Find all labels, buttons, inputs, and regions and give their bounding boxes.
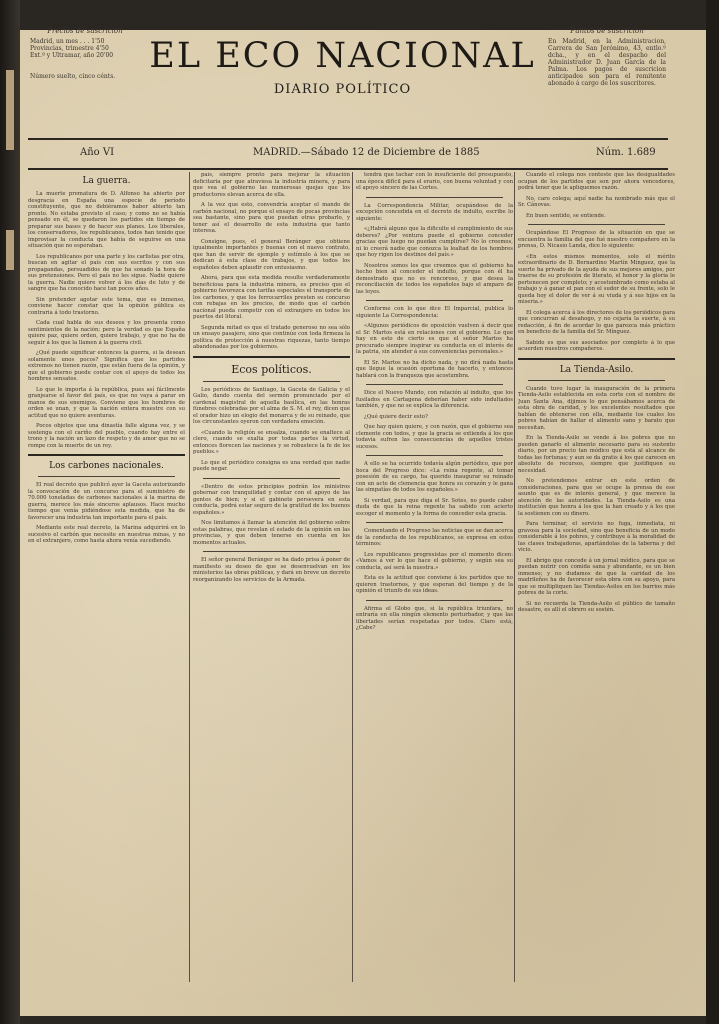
article-paragraph: Pocos objetos que una dinastía falle alguna vez, y se sostenga con el cariño del pueblo, cuando hay entre el trono y la nación un lazo de respeto y de amor que no se rompe con la muerte de un rey. xyxy=(28,423,185,449)
heading-rule xyxy=(38,476,175,477)
article-paragraph: Cuando el colega nos conteste que las desigualdades ocupan de los partidos que son por ahora vencedores, podrá tener que le apliquemos razón. xyxy=(518,172,675,191)
column-2 xyxy=(193,172,350,984)
item-rule xyxy=(203,551,340,552)
subscription-prices-box xyxy=(30,28,140,80)
bottom-shadow xyxy=(20,1016,706,1024)
article-paragraph: No, caro colega; aquí nadie ha nombrado más que el Sr. Cánovas. xyxy=(518,195,675,208)
item-rule xyxy=(366,197,503,198)
article-paragraph: El señor general Beránger se ha dado prisa á poner de manifiesto su deseo de que se desenvuelvan en los ministerios las obras públicas, y dará en breve un decreto reorganizando los servicios de la Armada. xyxy=(193,557,350,583)
article-paragraph: A la vez que esto, convendría aceptar el mando de carbón nacional, no porque el ensayo de pocas provincias sea bastante, sino para que puedan otras probarlo, y tener así el desarrollo de esta industria que tanto interesa. xyxy=(193,202,350,234)
article-paragraph: «¿Habrá alguno que la dificulte el cumplimiento de sus deberes? ¿Por ventura puede el gobierno conceder gracias que luego no puedan cumplirse? No lo creemos, ni lo creerá nadie que conozca la lealtad de los hombres que hoy rigen los destinos del país.» xyxy=(356,226,513,258)
article-paragraph: Dice el Nuevo Mundo, con relación al indulto, que los fusilados en Cartagena deberían haber sido indultados también, y que no se explica la diferencia. xyxy=(356,390,513,409)
section-rule xyxy=(518,358,675,360)
article-paragraph: Los periódicos de Santiago, la Gaceta de Galicia y el Galio, dando cuenta del sermón pronunciado por el cardenal magistral de aquella basílica, en las honras fúnebres celebradas por el alma de S. M. el rey, dicen que el orador hizo un elogio del monarca y de su reinado, que los circunstantes oyeron con verdadera emoción. xyxy=(193,386,350,425)
column-3 xyxy=(356,172,513,984)
article-paragraph: Que hay quien quiere, y con razón, que el gobierno sea clemente con todos, y que la gracia se extienda á los que todavía sufren las consecuencias de aquellos tristes sucesos. xyxy=(356,424,513,450)
article-paragraph: Sin pretender agotar este tema, que es inmenso, conviene hacer constar que la opinión pública es contraria á todo trastorno. xyxy=(28,296,185,316)
issue-number: Núm. 1.689 xyxy=(596,147,656,158)
item-rule xyxy=(366,300,503,301)
article-paragraph: El abrigo que concede á un jornal módico, para que se puedan nutrir con comida sana y abundante, es un bien inmenso; y no dudamos de que la caridad de los madrileños ha de favorecer esta obra con su apoyo, para que se multipliquen las Tiendas-Asilos en los barrios más pobres de la corte. xyxy=(518,557,675,596)
item-rule xyxy=(366,600,503,601)
article-paragraph: «Algunos periódicos de oposición vuelven á decir que el Sr. Martos está en relaciones con el gobierno. Lo que hay en esto de cierto es que el señor Martos ha procurado siempre inspirar su conducta en el interés de la patria, sin atender á sus conveniencias personales.» xyxy=(356,323,513,355)
article-paragraph: A ello se ha ocurrido todavía algún periódico, que por boca del Progreso dice: «La reina regente, al tomar posesión de su cargo, ha querido inaugurar su reinado con un acto de clemencia que honra su corazón y le gana las simpatías de todos los españoles.» xyxy=(356,461,513,493)
article-paragraph: Conforme con lo que dice El Imparcial, publica lo siguiente La Correspondencia: xyxy=(356,306,513,319)
article-paragraph: El Sr. Martos no ha dicho nada, y no dirá nada hasta que llegue la ocasión oportuna de hacerlo, y entonces hablará con la franqueza que acostumbra. xyxy=(356,359,513,379)
price-line: Ext.º y Ultramar, año 20'00 xyxy=(30,52,114,59)
article-paragraph: En buen sentido, se entiende. xyxy=(526,212,606,219)
article-paragraph: país, siempre pronto para mejorar la situación deficitaria por que atraviesa la industria minera, y para que vea el gobierno las numerosas quejas que los productores elevan acerca de ella. xyxy=(193,172,350,198)
section-rule xyxy=(193,356,350,358)
newspaper-title: EL ECO NACIONAL xyxy=(149,36,536,76)
article-paragraph: «Cuando la religión se ensalza, cuando se enaltece al clero, cuando se exalta por todas partes la virtud, entonces florecen las naciones y se robustece la fe de los pueblos.» xyxy=(193,429,350,455)
article-paragraph: Afirma el Globo que, si la república triunfara, no entraría en ella ningún elemento perturbador, y que las libertades serían respetadas por todos. Claro está, ¿Cabe? xyxy=(356,605,513,631)
article-paragraph: Lo que el periódico consigna es una verdad que nadie puede negar. xyxy=(193,459,350,472)
left-page-edge xyxy=(0,0,20,1024)
article-paragraph: «Dentro de estos principios podrán los ministros gobernar con tranquilidad y contar con el apoyo de las gentes de bien; y si el gabinete persevera en esta conducta, podrá estar seguro de la gratitud de los buenos españoles.» xyxy=(193,483,350,516)
article-paragraph: El real decreto que publicó ayer la Gaceta autorizando la convocación de un concurso para el suministro de 70.000 toneladas de carbones nacionales á la marina de guerra, merece los más sinceros aplausos. Hace mucho tiempo que venía pidiéndose esta medida, que ha de favorecer una industria tan importante para el país. xyxy=(28,482,185,521)
article-paragraph: En la Tienda-Asilo se vende á los pobres que no pueden ganarlo el alimento necesario para su sustento diario, por un precio tan módico que está al alcance de todas las fortunas; y aun se da gratis á los que carecen en absoluto de recursos, siempre que justifiquen su necesidad. xyxy=(518,435,675,474)
article-paragraph: Nosotros somos los que creemos que el gobierno ha hecho bien al conceder el indulto, porque con él ha demostrado que no es rencoroso, y que desea la reconciliación de todos los españoles bajo el amparo de las leyes. xyxy=(356,262,513,295)
article-paragraph: Segunda mitad es que el tratado generoso no sea sólo un ensayo pasajero, sino que continúe con toda firmeza la política de protección á nuestras riquezas, tanto tiempo abandonadas por los gobiernos. xyxy=(193,324,350,350)
article-paragraph: Comentando el Progreso las noticias que se dan acerca de la conducta de los republicanos, se expresa en estos términos: xyxy=(356,528,513,547)
article-paragraph: Los republicanos progresistas por el momento dicen: «Vamos á ver lo que hace el gobierno, y según sea su conducta, así será la nuestra.» xyxy=(356,551,513,571)
article-paragraph: Mediante este real decreto, la Marina adquirirá en lo sucesivo el carbón que necesite en nuestras minas, y no en el extranjero, como hasta ahora venía sucediendo. xyxy=(28,525,185,544)
torn-edge-fragment xyxy=(6,70,14,150)
points-text: En Madrid, en la Administracion, Carrera de San Jerónimo, 43, entlo.º dcha., y en el despacho del Administrador D. Juan García de la Palma. Los pagos de suscricion anticipados son para el remitente abonado á cargo de los suscritores. xyxy=(548,38,666,87)
points-header: Puntos de suscricion xyxy=(570,27,644,35)
issue-place-date: MADRID.—Sábado 12 de Diciembre de 1885 xyxy=(253,147,480,158)
article-paragraph: «En estos mismos momentos, solo el mérito extraordinario de D. Bernardino Martín Mínguez, que la suerte ha privado de la ayuda de sus mejores amigos, por traerse de su profesión de literato, el honor y la gloria le pertenecen por completo; y acostumbrado como estaba al trabajo y á ganar el pan con el sudor de su frente, solo le queda hoy el dolor de ver á su viuda y á sus hijos en la miseria.» xyxy=(518,253,675,305)
article-paragraph: Para terminar, el servicio no fuga, inmediata, ni gravosa para la sociedad, sino que beneficia de un modo considerable á los pobres, y contribuye á la moralidad de las clases trabajadoras, apartándolas de la taberna y del vicio. xyxy=(518,521,675,553)
item-rule xyxy=(366,384,503,385)
heading-rule xyxy=(528,380,665,381)
article-paragraph: Ahora, para que esta medida resulte verdaderamente beneficiosa para la industria minera, es preciso que el gobierno favorezca con tarifas especiales el transporte de los carbones, y que los ferrocarriles presten su concurso con rebajas en los precios, de modo que el carbón nacional pueda competir con el extranjero en todos los puertos del litoral. xyxy=(193,275,350,320)
newspaper-subtitle: DIARIO POLÍTICO xyxy=(273,82,412,97)
article-paragraph: ¿Qué puede significar entonces la guerra, si la desean solamente unos pocos? Significa que los partidos extremos no tienen razón, que están fuera de la opinión, y que el gobierno puede contar con el apoyo de todos los hombres sensatos. xyxy=(28,350,185,382)
issue-year: Año VI xyxy=(80,147,115,158)
torn-edge-fragment xyxy=(6,230,14,270)
column-separator xyxy=(514,172,515,982)
article-paragraph: Cuando tuvo lugar la inauguración de la primera Tienda-Asilo establecida en esta corte con el nombre de Juan Santa Ana, dijimos lo que pensábamos acerca de esta obra de caridad, y los excelentes resultados que habían de obtenerse con ella, mediante los cuales los pobres habían de hallar el alimento sano y barato que necesitan. xyxy=(518,385,675,431)
article-paragraph: tendrá que tachar con lo insuficiente del presupuesto, una época difícil para el erario, con buena voluntad y con el apoyo sincero de las Cortes. xyxy=(356,172,513,191)
price-line: Madrid, un mes . . . 1'50 xyxy=(30,38,105,45)
heading-rule xyxy=(203,381,340,382)
article-paragraph: ¿Qué quiere decir esto? xyxy=(364,413,428,420)
article-paragraph: El colega acerca á los directores de los periódicos para que concurran al desahogo, y no cejaría la suerte, á su redacción, á fin de acordar lo que parezca más práctico en beneficio de la familia del Sr. Mínguez. xyxy=(518,309,675,335)
article-paragraph: Esta es la actitud que conviene á los partidos que no quieren trastornos, y que esperan del tiempo y de la opinión el triunfo de sus ideas. xyxy=(356,575,513,594)
item-rule xyxy=(203,478,340,479)
article-paragraph: La Correspondencia Militar, ocupándose de la excepción concedida en el decreto de indulto, escribe lo siguiente: xyxy=(356,202,513,222)
article-paragraph: Los republicanos por una parte y los carlistas por otra, buscan en agitar el país con sus escritos y con sus propagandas, persuadidos de que ha sonado la hora de sus pretensiones. Pero el país no les sigue. Nadie quiere la guerra. Nadie quiere volver á los días de luto y de sangre que ha conocido hace tan pocos años. xyxy=(28,253,185,292)
article-paragraph: Ocupándose El Progreso de la situación en que se encuentra la familia del que fué nuestro compañero en la prensa, D. Nicasio Landa, dice lo siguiente: xyxy=(518,230,675,249)
price-line: Provincias, trimestre 4'50 xyxy=(30,45,109,52)
article-paragraph: Lo que le importa á la república, pues así fácilmente granjearse el favor del país, es que no vaya á parar en manos de sus enemigos. Conviene que los hombres de orden se unan, y que la nación entera muestre con su actitud que no quiere aventuras. xyxy=(28,386,185,419)
column-separator xyxy=(189,172,190,982)
right-page-edge xyxy=(706,0,719,1024)
article-paragraph: Consigne, pues, el general Beránger que obtiene igualmente importantes y buenas con el nuevo contrato, que han de servir de ejemplo y estímulo á los que se dedican á esta clase de trabajos, y que todos los españoles deben aplaudir con entusiasmo. xyxy=(193,238,350,271)
item-rule xyxy=(366,455,503,456)
issue-bar xyxy=(28,138,668,170)
article-paragraph: Sabido es que sus asociados por completo á lo que acuerden nuestros compañeros. xyxy=(518,339,675,352)
price-line: Número suelto, cinco cénts. xyxy=(30,73,116,80)
section-rule xyxy=(28,454,185,456)
article-paragraph: Nos limitamos á llamar la atención del gobierno sobre estas palabras, que revelan el estado de la opinión en las provincias, y que deben tenerse en cuenta en los momentos actuales. xyxy=(193,520,350,546)
item-rule xyxy=(366,522,503,523)
article-heading: Los carbones nacionales. xyxy=(49,461,164,471)
article-heading: Ecos políticos. xyxy=(231,362,312,376)
article-paragraph: Si verdad, para que diga el Sr. Sotes, no puede caber duda de que la reina regente ha sabido con acierto escoger el momento y la forma de conceder esta gracia. xyxy=(356,497,513,517)
article-paragraph: La muerte prematura de D. Alfonso ha abierto por desgracia en España una especie de período constituyente, que no debiéramos haber abierto tan pronto. No estaba previsto el caso; y como no se había pensado en él, se quedaron los partidos sin tiempo de preparar sus bases y de hacer sus planes. Los liberales, los conservadores, los republicanos, todos han tenido que improvisar la conducta que había de seguirse en una situación que no esperaban. xyxy=(28,191,185,249)
article-heading: La guerra. xyxy=(82,176,131,186)
article-heading: La Tienda-Asilo. xyxy=(559,364,634,375)
column-1 xyxy=(28,172,185,984)
article-paragraph: Si no recuerda la Tienda-Asilo el público de tamaño desastre, es allí el obrero su sostén. xyxy=(518,600,675,613)
item-rule xyxy=(528,224,665,225)
column-separator xyxy=(352,172,353,982)
article-paragraph: Cada cual habla de sus deseos y los presenta como sentimientos de la nación; pero la verdad es que España quiere paz, quiere orden, quiere trabajo, y que no ha de seguir á los que la llamen á la guerra civil. xyxy=(28,320,185,346)
article-paragraph: No pretendemos entrar en este orden de consideraciones, para que se ocupe la prensa de ese asunto que es de interés general, y que merece la atención de las autoridades. La Tienda-Asilo es una institución que honra á los que la han creado y á los que la sostienen con su dinero. xyxy=(518,478,675,517)
subscription-points-box xyxy=(548,28,666,87)
prices-header: Precios de suscricion xyxy=(47,27,123,35)
column-4 xyxy=(518,172,675,984)
